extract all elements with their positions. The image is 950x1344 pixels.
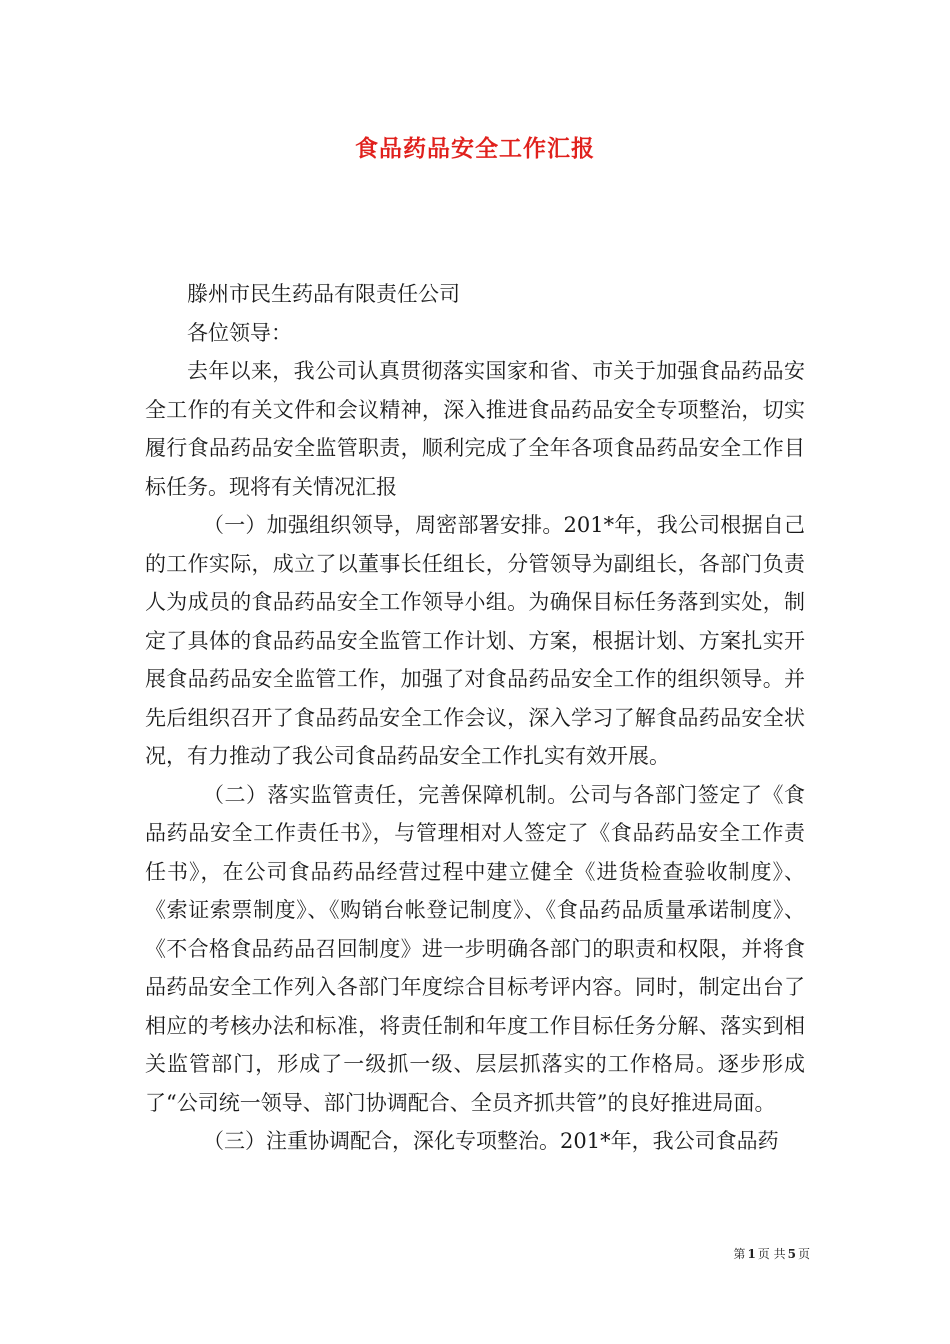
paragraph-section-1: （一）加强组织领导，周密部署安排。201*年，我公司根据自己的工作实际，成立了以董事长任组长，分管领导为副组长，各部门负责人为成员的食品药品安全工作领导小组。为确保目标任务落到实处，制定了具体的食品药品安全监管工作计划、方案，根据计划、方案扎实开展食品药品安全监管工作，加强了对食品药品安全工作的组织领导。并先后组织召开了食品药品安全工作会议，深入学习了解食品药品安全状况，有力推动了我公司食品药品安全工作扎实有效开展。 — [145, 513, 805, 768]
footer-prefix: 第 — [733, 1247, 746, 1261]
paragraph-section-2: （二）落实监管责任，完善保障机制。公司与各部门签定了《食品药品安全工作责任书》，与管理相对人签定了《食品药品安全工作责任书》，在公司食品药品经营过程中建立健全《进货检查验收制度》、《索证索票制度》、《购销台帐登记制度》、《食品药品质量承诺制度》、《不合格食品药品召回制度》进一步明确各部门的职责和权限，并将食品药品安全工作列入各部门年度综合目标考评内容。同时，制定出台了相应的考核办法和标准，将责任制和年度工作目标任务分解、落实到相关监管部门，形成了一级抓一级、层层抓落实的工作格局。逐步形成了“公司统一领导、部门协调配合、全员齐抓共管”的良好推进局面。 — [145, 782, 805, 1115]
current-page-number: 1 — [747, 1247, 756, 1261]
footer-suffix: 页 — [797, 1247, 810, 1261]
paragraph-section-3: （三）注重协调配合，深化专项整治。201*年，我公司食品药 — [203, 1129, 779, 1153]
company-name: 滕州市民生药品有限责任公司 — [187, 282, 460, 306]
page-footer — [733, 1246, 810, 1262]
document-title: 食品药品安全工作汇报 — [355, 135, 595, 162]
total-pages-number: 5 — [787, 1247, 796, 1261]
salutation: 各位领导： — [187, 320, 292, 345]
footer-middle: 页 共 — [757, 1247, 786, 1261]
document-body — [145, 275, 805, 1161]
paragraph-intro: 去年以来，我公司认真贯彻落实国家和省、市关于加强食品药品安全工作的有关文件和会议精神，深入推进食品药品安全专项整治，切实履行食品药品安全监管职责，顺利完成了全年各项食品药品安全工作目标任务。现将有关情况汇报 — [145, 359, 805, 499]
